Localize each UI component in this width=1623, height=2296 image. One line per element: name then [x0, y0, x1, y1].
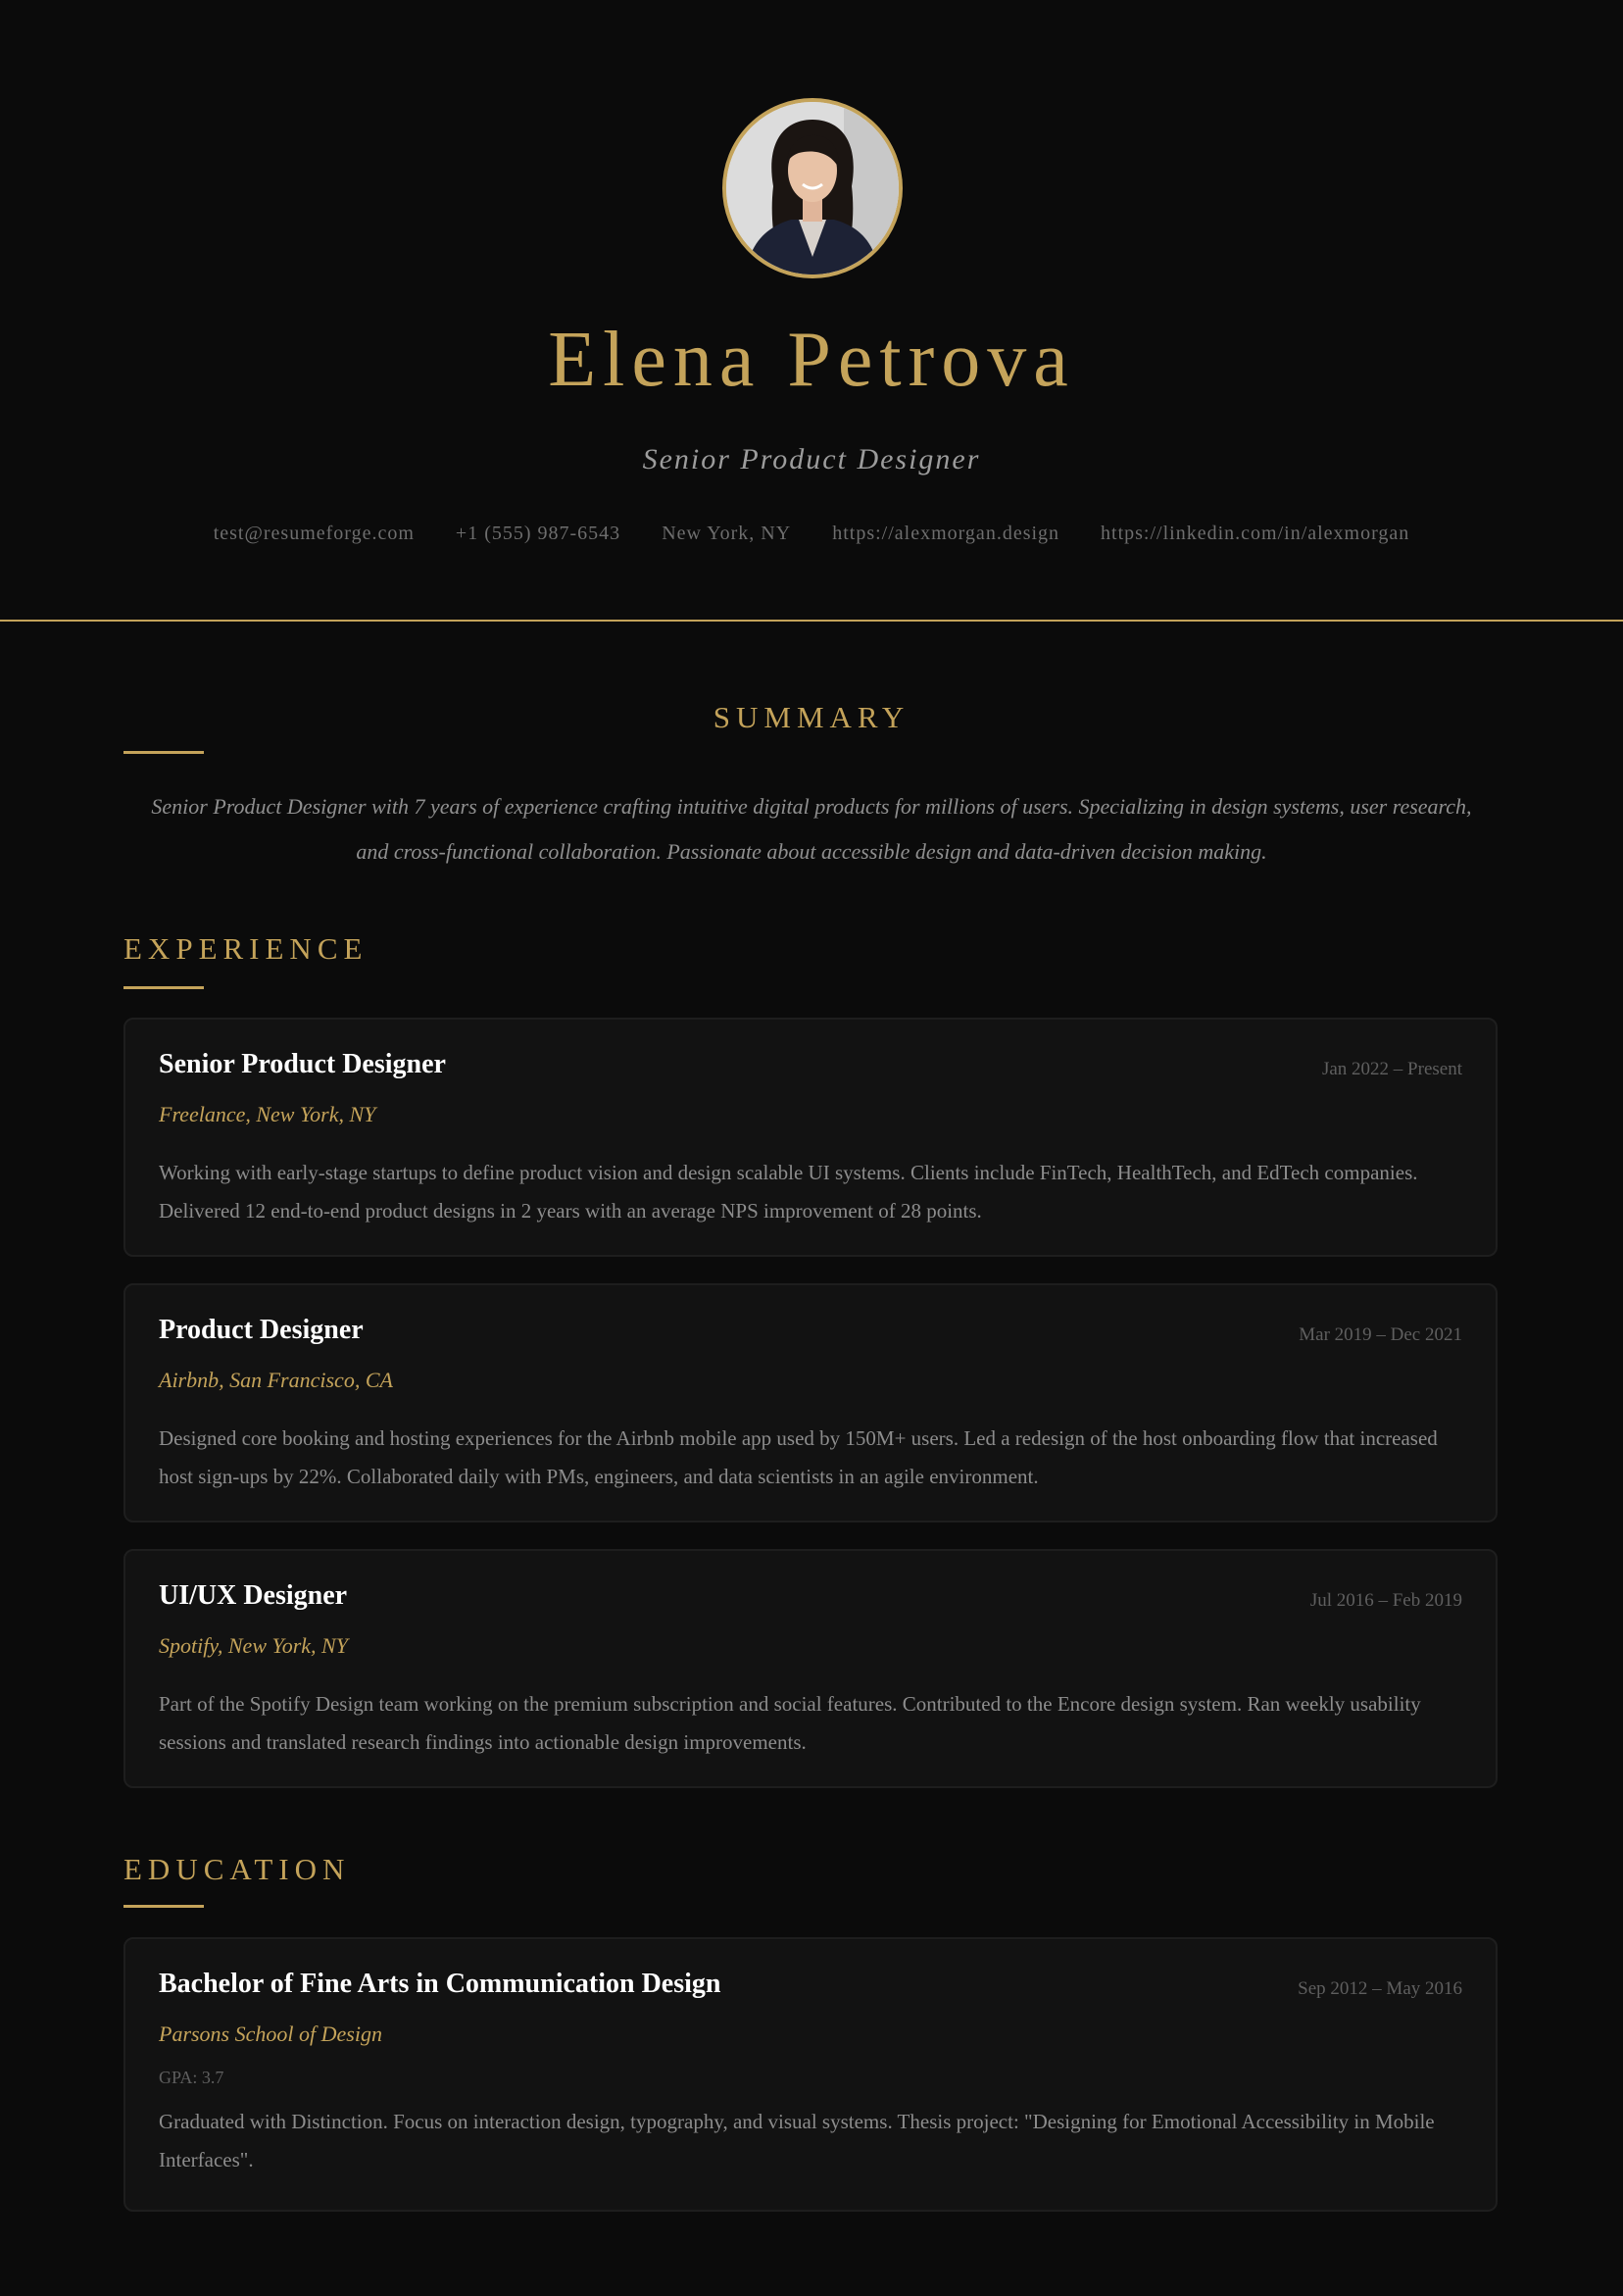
contact-email[interactable]: test@resumeforge.com: [213, 523, 415, 544]
job-dates: Jul 2016 – Feb 2019: [1309, 1590, 1462, 1611]
summary-text: Senior Product Designer with 7 years of experience crafting intuitive digital products for millions of users. Specializing in design systems, user research, and cross-functional collaboration. Passionate about accessible design and data-driven decision making.: [151, 794, 1472, 864]
summary-divider: [123, 751, 204, 754]
resume-header: [0, 0, 1623, 622]
job-dates: Jan 2022 – Present: [1321, 1059, 1462, 1079]
candidate-role: Senior Product Designer: [642, 443, 981, 475]
education-description: Graduated with Distinction. Focus on interaction design, typography, and visual systems. Thesis project: "Designing for Emotional Accessibility in Mobile Interfaces".: [159, 2110, 1435, 2171]
education-card: [123, 1937, 1498, 2212]
summary-heading: SUMMARY: [713, 700, 910, 734]
contact-linkedin[interactable]: https://linkedin.com/in/alexmorgan: [1101, 523, 1410, 544]
job-company: Freelance, New York, NY: [159, 1102, 376, 1126]
candidate-name: Elena Petrova: [548, 317, 1075, 403]
school-name: Parsons School of Design: [159, 2021, 382, 2046]
job-title: Product Designer: [159, 1315, 364, 1345]
degree-title: Bachelor of Fine Arts in Communication Design: [159, 1969, 721, 1999]
experience-divider: [123, 986, 204, 989]
contact-location: New York, NY: [662, 523, 792, 544]
job-company: Airbnb, San Francisco, CA: [159, 1368, 393, 1392]
job-title: UI/UX Designer: [159, 1580, 348, 1611]
education-heading: EDUCATION: [123, 1852, 351, 1886]
job-description: Designed core booking and hosting experiences for the Airbnb mobile app used by 150M+ users. Led a redesign of the host onboarding flow that increased host sign-ups by 22%. Collaborated daily with PMs, engineers, and data scientists in an agile environment.: [159, 1426, 1438, 1488]
experience-card: [123, 1549, 1498, 1788]
job-description: Working with early-stage startups to define product vision and design scalable UI systems. Clients include FinTech, HealthTech, and EdTech companies. Delivered 12 end-to-end product designs in 2 years with an average NPS improvement of 28 points.: [159, 1161, 1418, 1223]
contact-phone[interactable]: +1 (555) 987-6543: [455, 523, 621, 544]
contact-website[interactable]: https://alexmorgan.design: [832, 523, 1060, 544]
portrait-image: [726, 102, 899, 275]
education-dates: Sep 2012 – May 2016: [1298, 1978, 1462, 1999]
profile-photo: [722, 98, 903, 278]
experience-card: [123, 1283, 1498, 1522]
education-divider: [123, 1905, 204, 1908]
experience-card: [123, 1018, 1498, 1257]
job-title: Senior Product Designer: [159, 1049, 446, 1079]
job-dates: Mar 2019 – Dec 2021: [1299, 1324, 1462, 1345]
contact-list: [0, 523, 1623, 545]
job-description: Part of the Spotify Design team working on the premium subscription and social features. Contributed to the Encore design system. Ran weekly usability sessions and translated research findings into actionable design improvements.: [159, 1692, 1421, 1754]
experience-heading: EXPERIENCE: [123, 931, 369, 966]
gpa: GPA: 3.7: [159, 2068, 224, 2087]
job-company: Spotify, New York, NY: [159, 1633, 348, 1658]
